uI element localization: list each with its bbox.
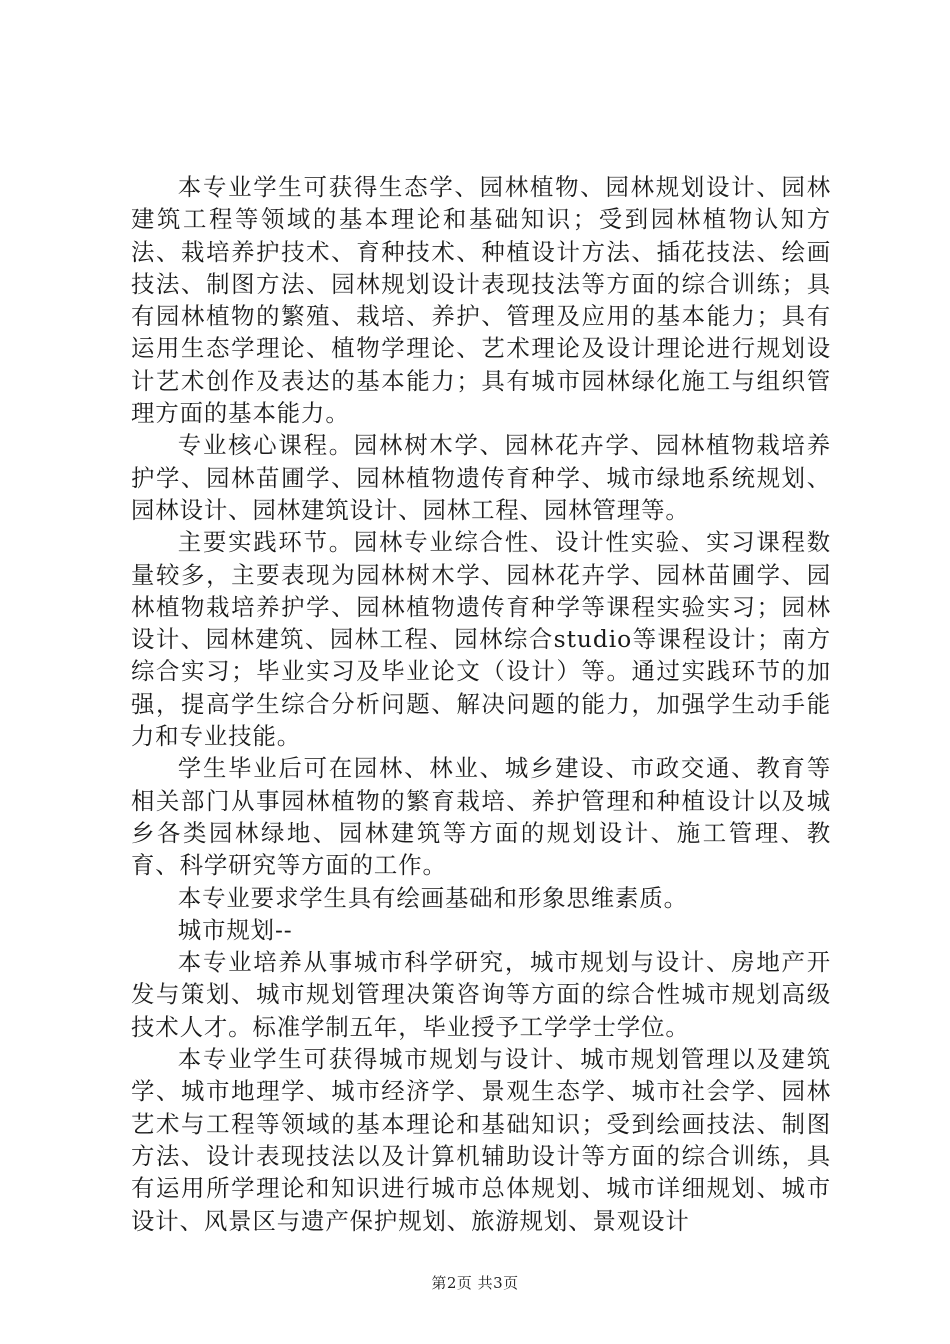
paragraph-landscape-knowledge: 本专业学生可获得生态学、园林植物、园林规划设计、园林建筑工程等领域的基本理论和基础知识；受到园林植物认知方法、栽培养护技术、育种技术、种植设计方法、插花技法、绘画技法、制图方法、园林规划设计表现技法等方面的综合训练；具有园林植物的繁殖、栽培、养护、管理及应用的基本能力；具有运用生态学理论、植物学理论、艺术理论及设计理论进行规划设计艺术创作及表达的基本能力；具有城市园林绿化施工与组织管理方面的基本能力。 [131, 173, 831, 428]
paragraph-requirement: 本专业要求学生具有绘画基础和形象思维素质。 [177, 883, 688, 912]
paragraph-urban-goal: 本专业培养从事城市科学研究，城市规划与设计、房地产开发与策划、城市规划管理决策咨询等方面的综合性城市规划高级技术人才。标准学制五年，毕业授予工学学士学位。 [131, 948, 831, 1041]
paragraph-urban-knowledge: 本专业学生可获得城市规划与设计、城市规划管理以及建筑学、城市地理学、城市经济学、景观生态学、城市社会学、园林艺术与工程等领域的基本理论和基础知识；受到绘画技法、制图方法、设计表现技法以及计算机辅助设计等方面的综合训练，具有运用所学理论和知识进行城市总体规划、城市详细规划、城市设计、风景区与遗产保护规划、旅游规划、景观设计 [131, 1045, 831, 1235]
paragraph-practice: 主要实践环节。园林专业综合性、设计性实验、实习课程数量较多，主要表现为园林树木学、园林花卉学、园林苗圃学、园林植物栽培养护学、园林植物遗传育种学等课程实验实习；园林设计、园林建筑、园林工程、园林综合studio等课程设计；南方综合实习；毕业实习及毕业论文（设计）等。通过实践环节的加强，提高学生综合分析问题、解决问题的能力，加强学生动手能力和专业技能。 [131, 528, 831, 751]
section-heading-urban-planning: 城市规划-- [177, 915, 293, 944]
document-body [131, 171, 831, 1237]
paragraph-core-courses: 专业核心课程。园林树木学、园林花卉学、园林植物栽培养护学、园林苗圃学、园林植物遗传育种学、城市绿地系统规划、园林设计、园林建筑设计、园林工程、园林管理等。 [131, 431, 831, 524]
page-number-footer: 第2页 共3页 [431, 1274, 519, 1292]
paragraph-employment: 学生毕业后可在园林、林业、城乡建设、市政交通、教育等相关部门从事园林植物的繁育栽培、养护管理和种植设计以及城乡各类园林绿地、园林建筑等方面的规划设计、施工管理、教育、科学研究等方面的工作。 [131, 754, 831, 880]
